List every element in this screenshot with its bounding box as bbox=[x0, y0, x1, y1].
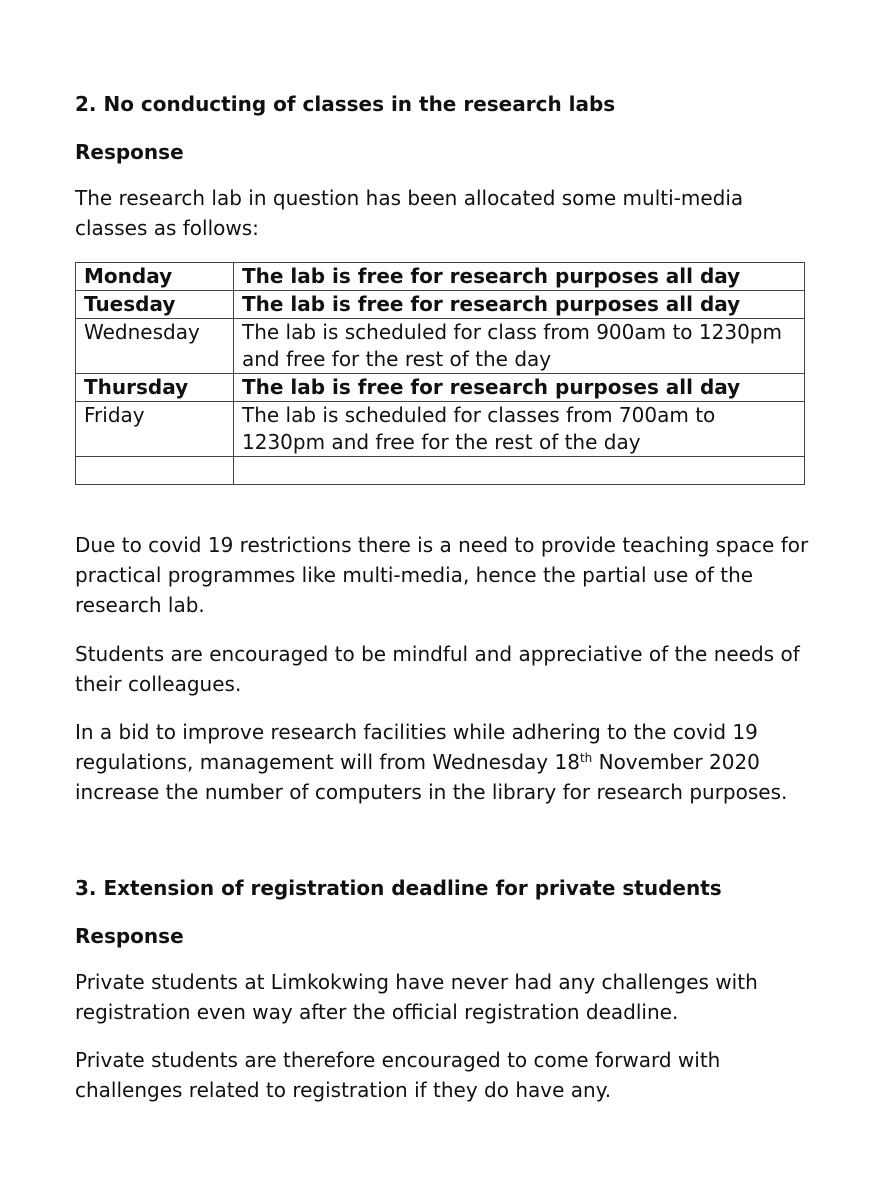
table-row bbox=[76, 457, 805, 485]
improve-text-after: November 2020 increase the number of computers in the library for research purposes. bbox=[75, 750, 788, 804]
schedule-day bbox=[76, 457, 234, 485]
section-3-response-label: Response bbox=[75, 924, 184, 948]
section-2-response-label: Response bbox=[75, 140, 184, 164]
schedule-day: Tuesday bbox=[76, 291, 234, 319]
table-row bbox=[76, 319, 805, 374]
schedule-detail: The lab is free for research purposes all day bbox=[234, 374, 805, 402]
lab-schedule-table bbox=[75, 262, 805, 485]
section-3-heading: 3. Extension of registration deadline for private students bbox=[75, 876, 722, 900]
section-3-encouraged-paragraph: Private students are therefore encouraged to come forward with challenges related to registration if they do have any. bbox=[75, 1048, 721, 1102]
schedule-detail: The lab is scheduled for class from 900am to 1230pm and free for the rest of the day bbox=[234, 319, 805, 374]
schedule-day: Thursday bbox=[76, 374, 234, 402]
schedule-detail: The lab is free for research purposes all day bbox=[234, 263, 805, 291]
table-row bbox=[76, 263, 805, 291]
section-2-improve-paragraph bbox=[75, 717, 810, 807]
table-row bbox=[76, 291, 805, 319]
section-2-intro: The research lab in question has been allocated some multi-media classes as follows: bbox=[75, 186, 744, 240]
schedule-day: Friday bbox=[76, 402, 234, 457]
section-2-covid-paragraph: Due to covid 19 restrictions there is a need to provide teaching space for practical programmes like multi-media, hence the partial use of the research lab. bbox=[75, 533, 809, 617]
schedule-detail: The lab is free for research purposes all day bbox=[234, 291, 805, 319]
section-3-never-paragraph: Private students at Limkokwing have never had any challenges with registration even way after the official registration deadline. bbox=[75, 970, 758, 1024]
schedule-day: Wednesday bbox=[76, 319, 234, 374]
section-2-heading: 2. No conducting of classes in the research labs bbox=[75, 92, 616, 116]
schedule-detail: The lab is scheduled for classes from 700am to 1230pm and free for the rest of the day bbox=[234, 402, 805, 457]
improve-text-before: In a bid to improve research facilities while adhering to the covid 19 regulations, management will from Wednesday 18 bbox=[75, 720, 758, 774]
table-row bbox=[76, 374, 805, 402]
table-row bbox=[76, 402, 805, 457]
schedule-detail bbox=[234, 457, 805, 485]
section-2-students-paragraph: Students are encouraged to be mindful and appreciative of the needs of their colleagues. bbox=[75, 642, 800, 696]
date-ordinal-suffix: th bbox=[579, 751, 593, 765]
schedule-day: Monday bbox=[76, 263, 234, 291]
